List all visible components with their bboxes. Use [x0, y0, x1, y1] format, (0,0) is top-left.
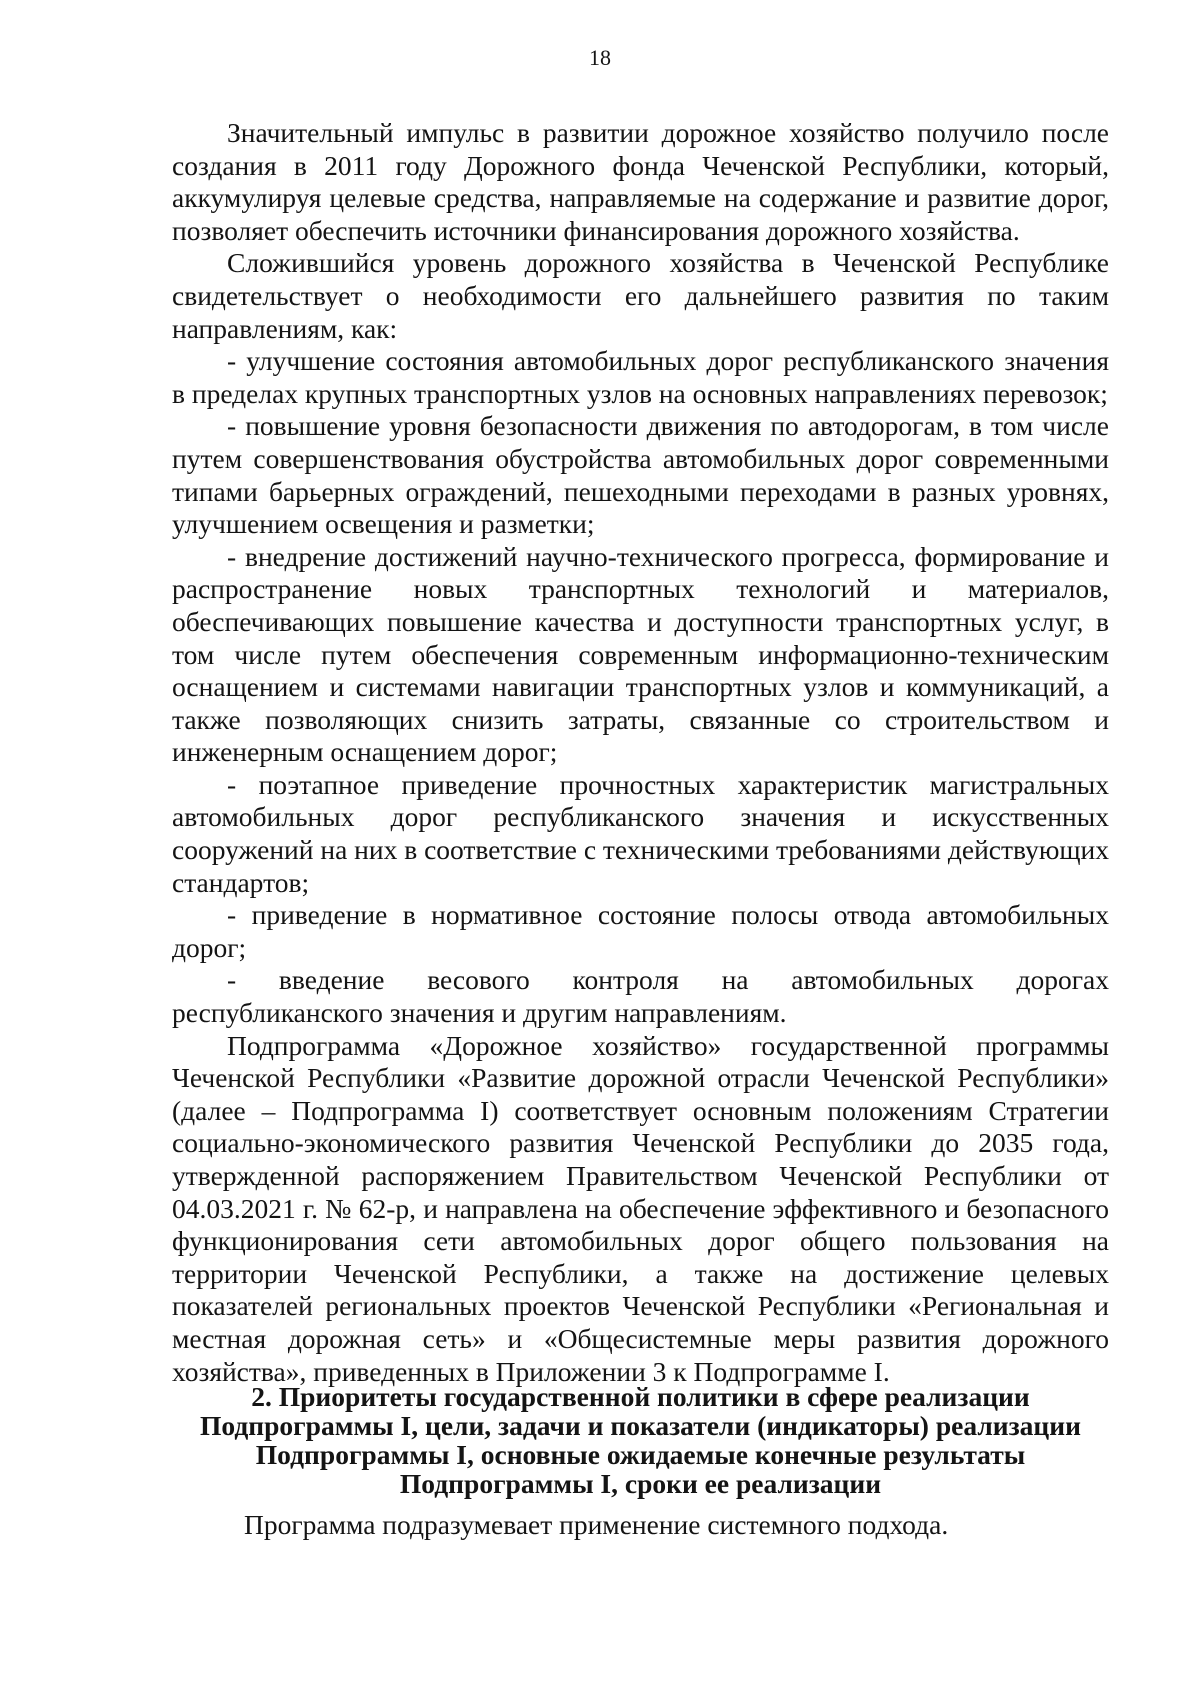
list-item-technical-progress: - внедрение достижений научно-технического прогресса, формирование и распространение новых транспортных технологий и материалов, обеспечивающих повышение качества и доступности транспортных услуг, в том числе путем обеспечения современным информационно-техническим оснащением и системами навигации транспортных узлов и коммуникаций, а также позволяющих снизить затраты, связанные со строительством и инженерным оснащением дорог;	[172, 540, 1109, 768]
paragraph-subprogram-description: Подпрограмма «Дорожное хозяйство» государственной программы Чеченской Республики «Развитие дорожной отрасли Чеченской Республики» (далее – Подпрограмма I) соответствует основным положениям Стратегии социально-экономического развития Чеченской Республики до 2035 года, утвержденной распоряжением Правительством Чеченской Республики от 04.03.2021 г. № 62-р, и направлена на обеспечение эффективного и безопасного функционирования сети автомобильных дорог общего пользования на территории Чеченской Республики, а также на достижение целевых показателей региональных проектов Чеченской Республики «Региональная и местная дорожная сеть» и «Общесистемные меры развития дорожного хозяйства», приведенных в Приложении 3 к Подпрограмме I.	[172, 1029, 1109, 1387]
list-item-right-of-way: - приведение в нормативное состояние полосы отвода автомобильных дорог;	[172, 899, 1109, 963]
list-item-road-condition: - улучшение состояния автомобильных дорог республиканского значения в пределах крупных транспортных узлов на основных направлениях перевозок;	[172, 345, 1109, 409]
body-text	[172, 117, 1109, 1388]
closing-paragraph: Программа подразумевает применение системного подхода.	[244, 1509, 949, 1540]
section-heading: 2. Приоритеты государственной политики в сфере реализации Подпрограммы I, цели, задачи и показатели (индикаторы) реализации Подпрограммы I, основные ожидаемые конечные результаты Подпрограммы I, сроки ее реализации	[200, 1381, 1081, 1499]
list-item-weight-control: - введение весового контроля на автомобильных дорогах республиканского значения и другим направлениям.	[172, 964, 1109, 1029]
page-number: 18	[589, 45, 611, 70]
list-item-traffic-safety: - повышение уровня безопасности движения по автодорогам, в том числе путем совершенствования обустройства автомобильных дорог современными типами барьерных ограждений, пешеходными переходами в разных уровнях, улучшением освещения и разметки;	[172, 410, 1109, 540]
list-item-strength-characteristics: - поэтапное приведение прочностных характеристик магистральных автомобильных дорог республиканского значения и искусственных сооружений на них в соответствие с техническими требованиями действующих стандартов;	[172, 768, 1110, 898]
paragraph-development-directions: Сложившийся уровень дорожного хозяйства в Чеченской Республике свидетельствует о необходимости его дальнейшего развития по таким направлениям, как:	[172, 247, 1109, 344]
paragraph-road-fund: Значительный импульс в развитии дорожное хозяйство получило после создания в 2011 году Дорожного фонда Чеченской Республики, который, аккумулируя целевые средства, направляемые на содержание и развитие дорог, позволяет обеспечить источники финансирования дорожного хозяйства.	[172, 117, 1109, 246]
